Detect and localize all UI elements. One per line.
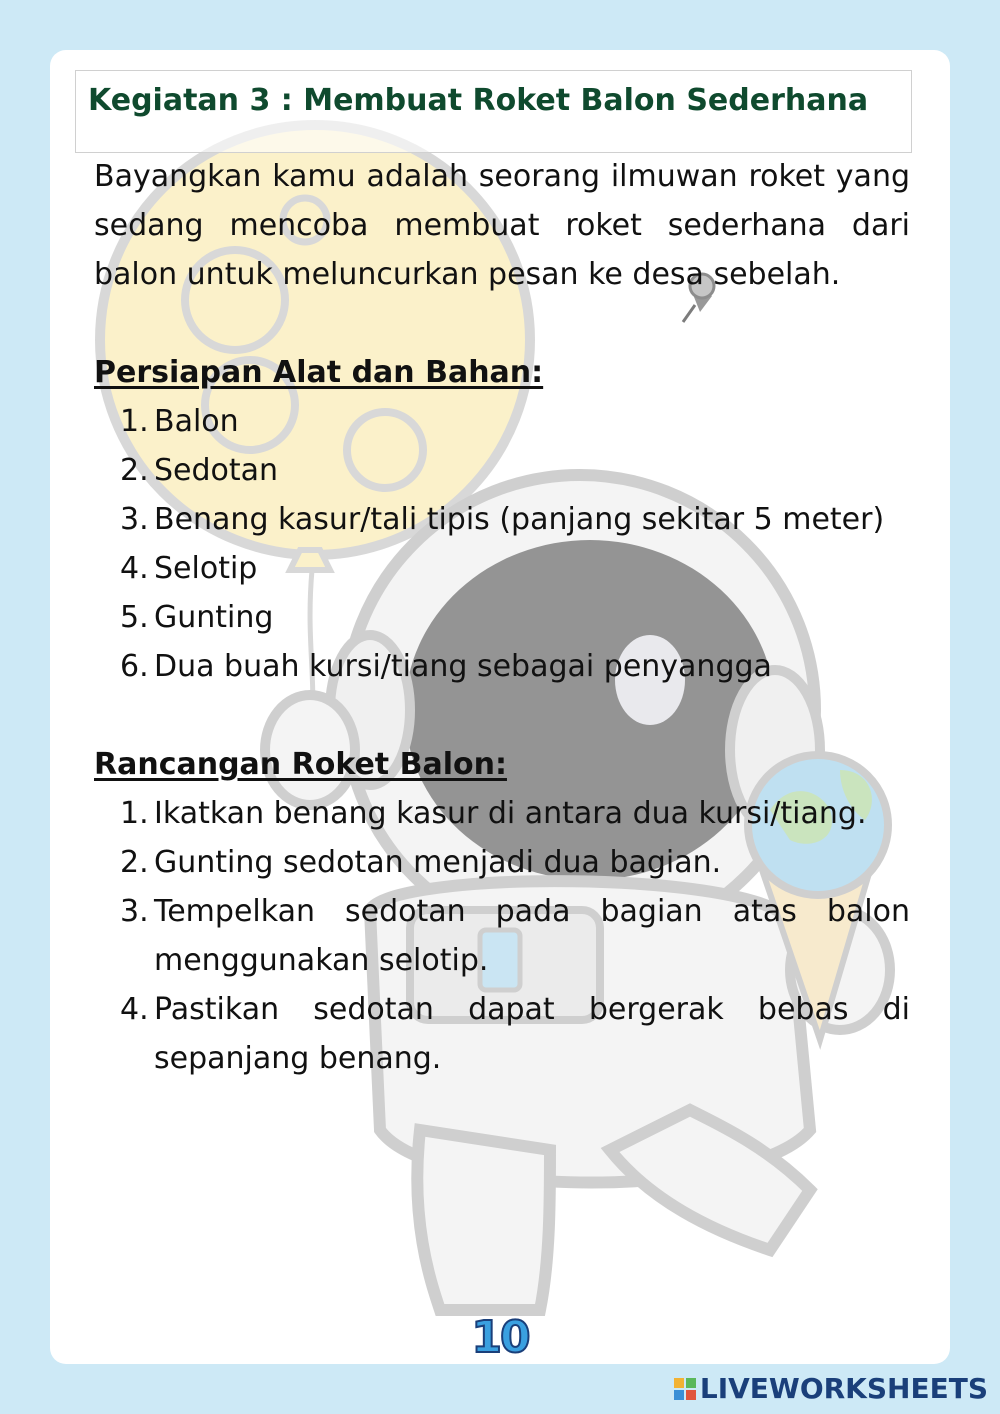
list-number: 2. <box>120 453 149 488</box>
list-number: 6. <box>120 649 149 684</box>
list-text: Sedotan <box>154 453 279 488</box>
brand-text: LIVEWORKSHEETS <box>699 1372 988 1405</box>
list-number: 5. <box>120 600 149 635</box>
list-item <box>94 495 910 544</box>
list-item <box>94 446 910 495</box>
liveworksheets-logo-icon <box>674 1378 696 1400</box>
liveworksheets-logo[interactable] <box>674 1372 988 1405</box>
list-item <box>94 397 910 446</box>
list-text: Pastikan sedotan dapat bergerak bebas di sepanjang benang. <box>154 992 910 1076</box>
design-list <box>94 789 910 1083</box>
list-item <box>94 642 910 691</box>
list-number: 3. <box>120 502 149 537</box>
list-text: Selotip <box>154 551 258 586</box>
list-item <box>94 985 910 1083</box>
list-item <box>94 838 910 887</box>
list-item <box>94 887 910 985</box>
tools-heading: Persiapan Alat dan Bahan: <box>94 355 544 390</box>
design-heading: Rancangan Roket Balon: <box>94 747 507 782</box>
list-item <box>94 544 910 593</box>
worksheet-page <box>50 50 950 1364</box>
list-item <box>94 789 910 838</box>
list-number: 4. <box>120 551 149 586</box>
intro-paragraph: Bayangkan kamu adalah seorang ilmuwan roket yang sedang mencoba membuat roket sederhana dari balon untuk meluncurkan pesan ke desa sebelah. <box>94 159 910 292</box>
content <box>94 152 910 1083</box>
page-title: Kegiatan 3 : Membuat Roket Balon Sederhana <box>88 83 869 118</box>
tools-list <box>94 397 910 691</box>
list-number: 2. <box>120 845 149 880</box>
list-number: 3. <box>120 894 149 929</box>
list-number: 1. <box>120 796 149 831</box>
list-text: Balon <box>154 404 239 439</box>
list-number: 4. <box>120 992 149 1027</box>
list-text: Gunting <box>154 600 274 635</box>
list-text: Tempelkan sedotan pada bagian atas balon menggunakan selotip. <box>154 894 910 978</box>
list-number: 1. <box>120 404 149 439</box>
list-text: Dua buah kursi/tiang sebagai penyangga <box>154 649 772 684</box>
title-box <box>75 70 912 153</box>
page-number: 10 <box>471 1312 529 1363</box>
list-text: Gunting sedotan menjadi dua bagian. <box>154 845 722 880</box>
list-text: Benang kasur/tali tipis (panjang sekitar 5 meter) <box>154 502 885 537</box>
list-text: Ikatkan benang kasur di antara dua kursi/tiang. <box>154 796 867 831</box>
list-item <box>94 593 910 642</box>
